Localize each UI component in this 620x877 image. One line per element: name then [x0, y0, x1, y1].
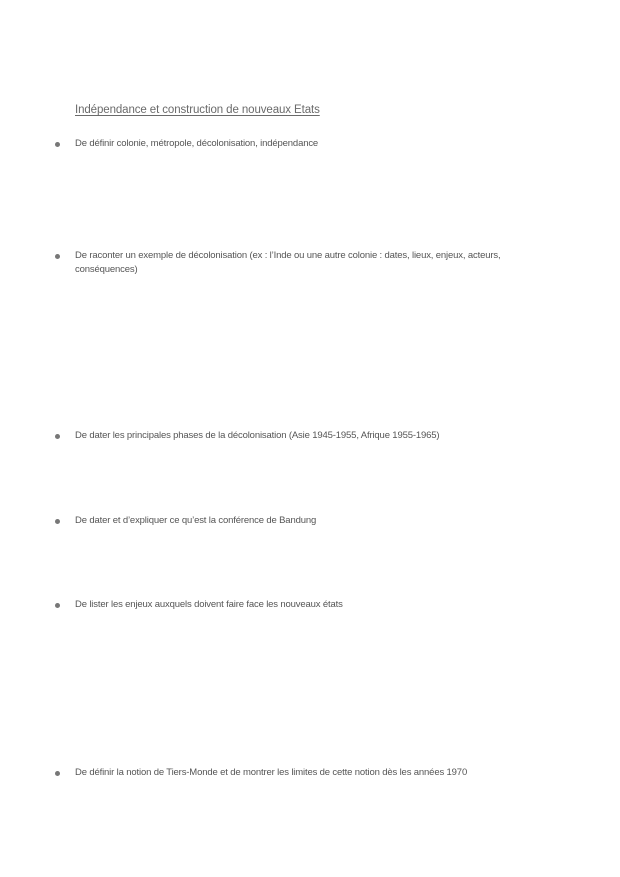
list-item: [55, 429, 555, 443]
list-item-text: De définir colonie, métropole, décolonisation, indépendance: [75, 138, 319, 149]
list-item-text: De raconter un exemple de décolonisation (ex : l’Inde ou une autre colonie : dates, lieux, enjeux, acteurs, conséquences): [75, 250, 501, 275]
list-item: [55, 137, 555, 151]
bullet-icon: [55, 603, 60, 608]
bullet-icon: [55, 519, 60, 524]
list-item-text: De dater les principales phases de la décolonisation (Asie 1945-1955, Afrique 1955-1965): [75, 430, 440, 441]
list-item-text: De lister les enjeux auxquels doivent faire face les nouveaux états: [75, 599, 343, 610]
list-item-text: De dater et d’expliquer ce qu’est la conférence de Bandung: [75, 515, 317, 526]
list-item: [55, 514, 555, 528]
list-item: [55, 249, 555, 277]
section-heading: Indépendance et construction de nouveaux Etats: [75, 104, 320, 116]
list-item: [55, 598, 555, 612]
bullet-icon: [55, 771, 60, 776]
bullet-icon: [55, 142, 60, 147]
list-item-text: De définir la notion de Tiers-Monde et de montrer les limites de cette notion dès les années 1970: [75, 767, 468, 778]
bullet-icon: [55, 254, 60, 259]
list-item: [55, 766, 555, 780]
bullet-icon: [55, 434, 60, 439]
